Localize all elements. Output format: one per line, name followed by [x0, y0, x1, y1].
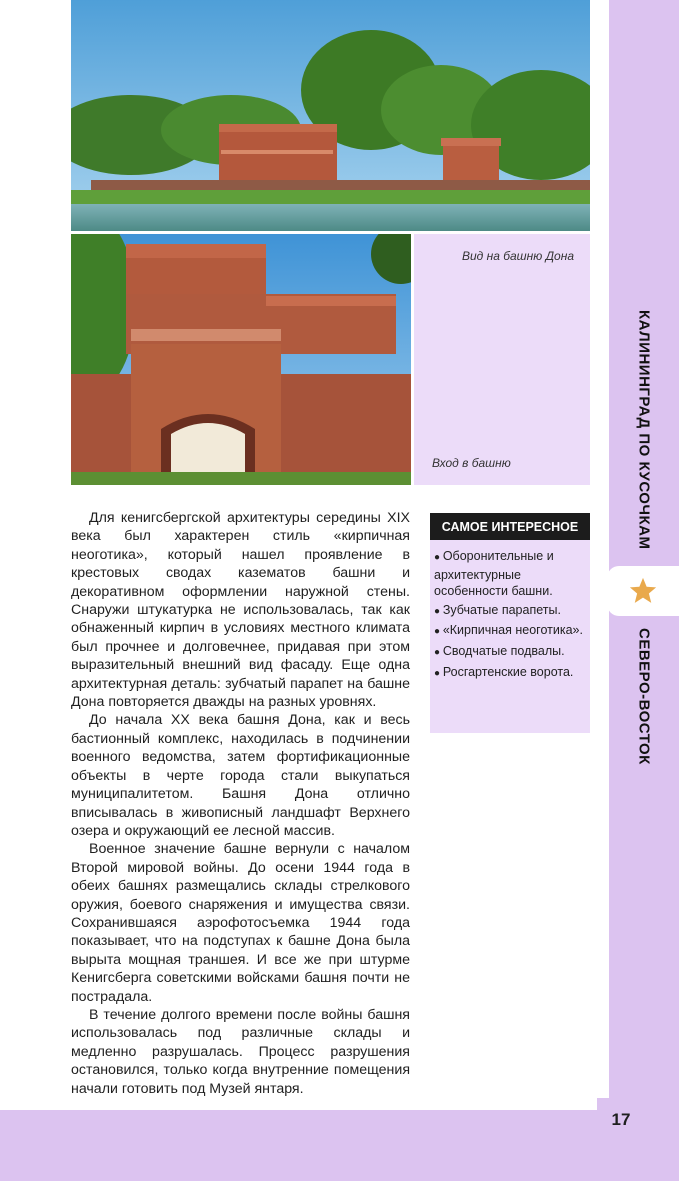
- paragraph: Для кенигсбергской архитектуры середины XIX века был характерен стиль «кирпичная неоготика», который нашел проявление в крестовых сводах казематов башни и декоративном оформлении наружной стены. Снаружи штукатурка не использовалась, так как обнаженный кирпич в условиях местного климата был прочнее и долговечнее, придавая при этом выразительный внешний вид фасаду. Еще одна архитектурная деталь: зубчатый парапет на башне Дона повторяется дважды на разных уровнях.: [71, 510, 410, 711]
- list-item: ● Сводчатые подвалы.: [434, 643, 586, 662]
- caption-panel: [414, 234, 590, 485]
- list-item: ● Зубчатые парапеты.: [434, 602, 586, 621]
- page-number: 17: [597, 1098, 645, 1142]
- paragraph: В течение долгого времени после войны башня использовалась под различные склады и медленно разрушалась. Процесс разрушения остановился, только когда внутренние помещения начали готовить под Музей янтаря.: [71, 1006, 410, 1097]
- paragraph: Военное значение башне вернули с началом Второй мировой войны. До осени 1944 года в обеих башнях размещались склады стрелкового оружия, боевого снаряжения и имущества связи. Сохранившаяся аэрофотосъемка 1944 года показывает, что на подступах к башне Дона была вырыта мощная траншея. И все же при штурме Кенигсберга советскими войсками башня почти не пострадала.: [71, 841, 410, 1005]
- photo-tower-view: [71, 0, 590, 231]
- highlights-title: САМОЕ ИНТЕРЕСНОЕ: [430, 513, 590, 540]
- section-label: КАЛИНИНГРАД ПО КУСОЧКАМ: [635, 310, 653, 550]
- bottom-band: [0, 1110, 679, 1181]
- region-label: СЕВЕРО-ВОСТОК: [635, 627, 653, 765]
- list-item: ● Оборонительные и архитектурные особенности башни.: [434, 548, 586, 600]
- photo-tower-entrance: [71, 234, 411, 485]
- paragraph: До начала XX века башня Дона, как и весь бастионный комплекс, находилась в подчинении военного ведомства, затем фортификационные объекты в черте города стали выкупаться муниципалитетом. Башня Дона отлично вписывалась в живописный ландшафт Верхнего озера и окружающий ее лесной массив.: [71, 712, 410, 839]
- article-body: [71, 509, 410, 1098]
- list-item: ● Росгартенские ворота.: [434, 664, 586, 683]
- star-tab: [607, 566, 679, 616]
- caption-tower-entrance: Вход в башню: [432, 456, 511, 470]
- star-icon: [628, 576, 658, 606]
- list-item: ● «Кирпичная неоготика».: [434, 622, 586, 641]
- highlights-list: [434, 548, 586, 684]
- caption-tower-view: Вид на башню Дона: [462, 249, 575, 263]
